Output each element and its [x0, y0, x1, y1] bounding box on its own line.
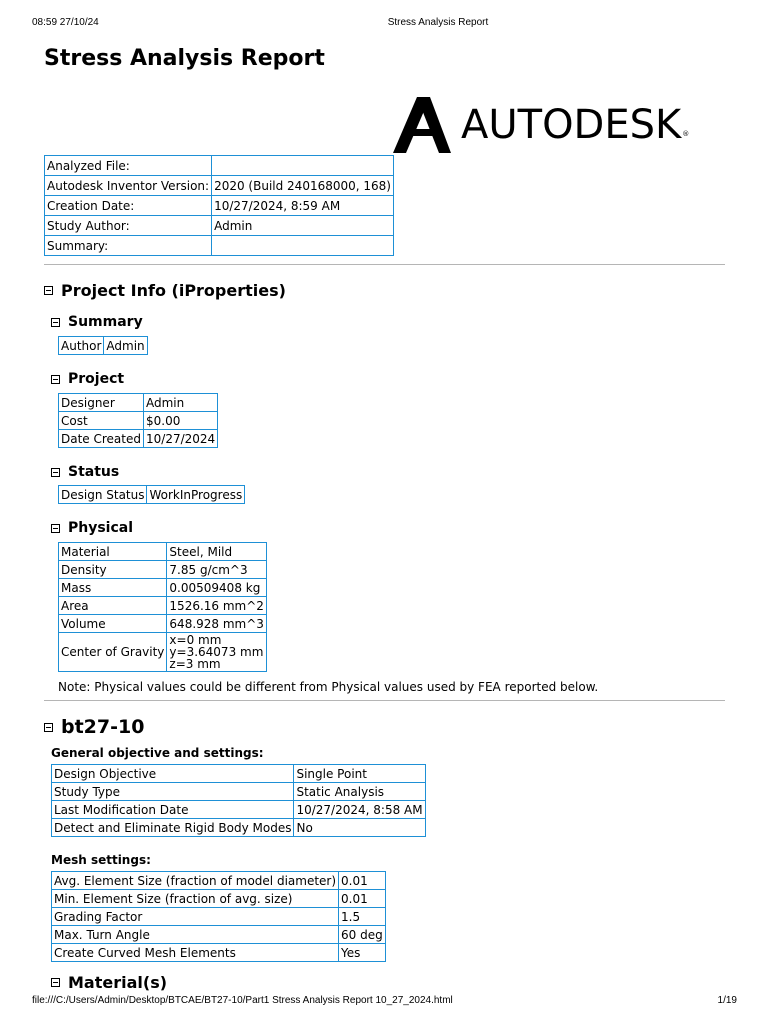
project-table	[58, 393, 218, 448]
logo-wordmark: AUTODESK	[461, 102, 682, 148]
setting-label: Max. Turn Angle	[52, 926, 339, 944]
setting-label: Design Objective	[52, 765, 294, 783]
setting-value: 10/27/2024, 8:58 AM	[294, 801, 425, 819]
property-label: Mass	[59, 579, 167, 597]
property-value: Admin	[104, 337, 147, 355]
property-value: WorkInProgress	[147, 486, 245, 504]
table-row	[59, 597, 267, 615]
table-row	[59, 615, 267, 633]
general-settings-table	[51, 764, 426, 837]
section-heading: Project Info (iProperties)	[61, 281, 286, 300]
property-value: 1526.16 mm^2	[167, 597, 267, 615]
setting-label: Create Curved Mesh Elements	[52, 944, 339, 962]
collapse-icon[interactable]	[51, 318, 60, 327]
setting-value: 0.01	[339, 890, 386, 908]
table-row	[45, 236, 394, 256]
print-url: file:///C:/Users/Admin/Desktop/BTCAE/BT27-10/Part1 Stress Analysis Report 10_27_2024.html	[32, 995, 453, 1006]
subsection-status[interactable]	[51, 464, 119, 480]
print-header	[0, 17, 768, 31]
cog-y: y=3.64073 mm	[169, 645, 264, 659]
general-settings-heading: General objective and settings:	[51, 746, 264, 760]
property-label: Designer	[59, 394, 144, 412]
autodesk-a-icon	[392, 96, 452, 154]
table-row	[52, 783, 426, 801]
setting-value: Static Analysis	[294, 783, 425, 801]
physical-table	[58, 542, 267, 672]
table-row	[45, 176, 394, 196]
subsection-heading: Summary	[68, 314, 143, 330]
file-info-value: 10/27/2024, 8:59 AM	[212, 196, 394, 216]
property-label: Date Created	[59, 430, 144, 448]
status-table	[58, 485, 245, 504]
table-row	[52, 926, 386, 944]
divider	[44, 264, 725, 265]
collapse-icon[interactable]	[44, 723, 53, 732]
collapse-icon[interactable]	[51, 978, 60, 987]
section-heading: Material(s)	[68, 973, 168, 992]
file-info-value: Admin	[212, 216, 394, 236]
table-row	[59, 579, 267, 597]
setting-label: Avg. Element Size (fraction of model diameter)	[52, 872, 339, 890]
setting-label: Study Type	[52, 783, 294, 801]
collapse-icon[interactable]	[51, 375, 60, 384]
property-label: Center of Gravity	[59, 633, 167, 672]
table-row	[52, 819, 426, 837]
print-title: Stress Analysis Report	[387, 17, 489, 28]
registered-mark: ®	[682, 130, 690, 138]
property-value: Admin	[144, 394, 218, 412]
subsection-heading: Physical	[68, 520, 134, 536]
table-row	[45, 156, 394, 176]
setting-label: Grading Factor	[52, 908, 339, 926]
file-info-label: Study Author:	[45, 216, 212, 236]
property-label: Author	[59, 337, 104, 355]
table-row	[52, 908, 386, 926]
section-materials[interactable]	[51, 973, 167, 992]
table-row	[59, 412, 218, 430]
section-heading: bt27-10	[61, 716, 145, 738]
setting-label: Last Modification Date	[52, 801, 294, 819]
file-info-label: Autodesk Inventor Version:	[45, 176, 212, 196]
subsection-heading: Status	[68, 464, 120, 480]
setting-label: Detect and Eliminate Rigid Body Modes	[52, 819, 294, 837]
table-row	[45, 216, 394, 236]
subsection-heading: Project	[68, 371, 125, 387]
property-label: Design Status	[59, 486, 147, 504]
property-label: Volume	[59, 615, 167, 633]
property-value: $0.00	[144, 412, 218, 430]
table-row	[59, 486, 245, 504]
table-row	[59, 394, 218, 412]
setting-label: Min. Element Size (fraction of avg. size)	[52, 890, 339, 908]
report-title: Stress Analysis Report	[44, 46, 325, 71]
table-row	[52, 944, 386, 962]
table-row	[59, 561, 267, 579]
mesh-settings-table	[51, 871, 386, 962]
cog-x: x=0 mm	[169, 633, 222, 647]
mesh-settings-heading: Mesh settings:	[51, 853, 151, 867]
setting-value: 1.5	[339, 908, 386, 926]
autodesk-logo	[392, 96, 728, 154]
print-footer	[0, 995, 768, 1009]
file-info-label: Summary:	[45, 236, 212, 256]
property-value: 0.00509408 kg	[167, 579, 267, 597]
table-row	[52, 765, 426, 783]
property-value: Steel, Mild	[167, 543, 267, 561]
cog-z: z=3 mm	[169, 657, 221, 671]
file-info-label: Analyzed File:	[45, 156, 212, 176]
summary-table	[58, 336, 148, 355]
physical-note: Note: Physical values could be different from Physical values used by FEA reported below.	[58, 680, 599, 694]
collapse-icon[interactable]	[51, 524, 60, 533]
subsection-project[interactable]	[51, 371, 124, 387]
setting-value: Single Point	[294, 765, 425, 783]
setting-value: 60 deg	[339, 926, 386, 944]
property-value: 7.85 g/cm^3	[167, 561, 267, 579]
file-info-table	[44, 155, 394, 256]
setting-value: 0.01	[339, 872, 386, 890]
setting-value: No	[294, 819, 425, 837]
property-label: Cost	[59, 412, 144, 430]
file-info-value	[212, 236, 394, 256]
property-value: 10/27/2024	[144, 430, 218, 448]
table-row	[59, 337, 148, 355]
table-row	[52, 801, 426, 819]
subsection-physical[interactable]	[51, 520, 133, 536]
table-row	[59, 543, 267, 561]
collapse-icon[interactable]	[44, 286, 53, 295]
section-study[interactable]	[44, 716, 144, 738]
section-project-info[interactable]	[44, 281, 286, 300]
divider	[44, 700, 725, 701]
file-info-value	[212, 156, 394, 176]
property-value: 648.928 mm^3	[167, 615, 267, 633]
print-timestamp: 08:59 27/10/24	[32, 17, 99, 28]
property-value	[167, 633, 267, 672]
table-row	[59, 633, 267, 672]
property-label: Density	[59, 561, 167, 579]
file-info-value: 2020 (Build 240168000, 168)	[212, 176, 394, 196]
setting-value: Yes	[339, 944, 386, 962]
table-row	[45, 196, 394, 216]
collapse-icon[interactable]	[51, 468, 60, 477]
table-row	[52, 890, 386, 908]
table-row	[52, 872, 386, 890]
table-row	[59, 430, 218, 448]
file-info-label: Creation Date:	[45, 196, 212, 216]
property-label: Material	[59, 543, 167, 561]
property-label: Area	[59, 597, 167, 615]
print-page-number: 1/19	[717, 995, 737, 1006]
subsection-summary[interactable]	[51, 314, 143, 330]
